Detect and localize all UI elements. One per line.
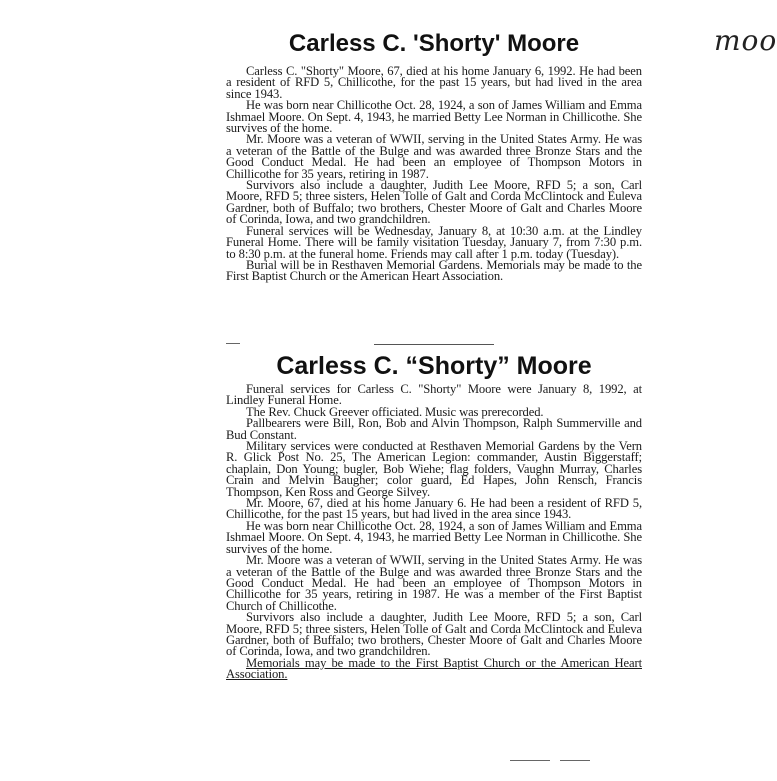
paragraph-military: Mr. Moore was a veteran of WWII, serving in the United States Army. He was a veteran of the Battle of the Bulge and was awarded three Bronze Stars and the Good Conduct Medal. He had been an employee of Thompson Motors in Chillicothe for 35 years, retiring in 1987. He was a member of the First Baptist Church of Chillicothe. xyxy=(226,553,642,613)
clipping-divider xyxy=(374,344,494,345)
scan-mark xyxy=(226,343,240,344)
obituary-headline: Carless C. “Shorty” Moore xyxy=(276,352,592,380)
paragraph-memorials: Memorials may be made to the First Baptist Church or the American Heart Association. xyxy=(226,655,642,682)
obituary-clipping-1 xyxy=(226,30,642,283)
paragraph-military-services: Military services were conducted at Resthaven Memorial Gardens by the Vern R. Glick Post No. 25, The American Legion: commander, Austin Biggerstaff; chaplain, Don Young; bugler, Bob Wiehe; flag folders, Vaughn Murray, Charles Crain and Melvin Baugher; color guard, Ed Hapes, John Rensch, Francis Thompson, Ken Ross and George Silvey. xyxy=(226,439,642,499)
paragraph-death: Mr. Moore, 67, died at his home January 6. He had been a resident of RFD 5, Chillicothe, for the past 15 years, but had lived in the area since 1943. xyxy=(226,496,642,522)
paragraph-military: Mr. Moore was a veteran of WWII, serving in the United States Army. He was a veteran of the Battle of the Bulge and was awarded three Bronze Stars and the Good Conduct Medal. He had been an employee of Thompson Motors in Chillicothe for 35 years, retiring in 1987. xyxy=(226,132,642,181)
handwritten-note: moo xyxy=(714,24,777,57)
paragraph-birth: He was born near Chillicothe Oct. 28, 1924, a son of James William and Emma Ishmael Moore. On Sept. 4, 1943, he married Betty Lee Norman in Chillicothe. She survives of the home. xyxy=(226,98,642,136)
obituary-headline: Carless C. 'Shorty' Moore xyxy=(288,30,580,57)
paragraph-pallbearers: Pallbearers were Bill, Ron, Bob and Alvin Thompson, Ralph Summerville and Bud Constant. xyxy=(226,416,642,442)
paragraph-death: Carless C. "Shorty" Moore, 67, died at his home January 6, 1992. He had been a resident of RFD 5, Chillicothe, for the past 15 years, but had lived in the area since 1943. xyxy=(226,64,642,101)
paragraph-funeral-services: Funeral services for Carless C. "Shorty" Moore were January 8, 1992, at Lindley Funeral Home. xyxy=(226,382,642,408)
paragraph-funeral: Funeral services will be Wednesday, January 8, at 10:30 a.m. at the Lindley Funeral Home. There will be family visitation Tuesday, January 7, from 7:30 p.m. to 8:30 p.m. at the funeral home. Friends may call after 1 p.m. today (Tuesday). xyxy=(226,223,642,261)
scan-mark xyxy=(560,760,590,761)
paragraph-survivors: Survivors also include a daughter, Judith Lee Moore, RFD 5; a son, Carl Moore, RFD 5; three sisters, Helen Tolle of Galt and Corda McClintock and Euleva Gardner, both of Buffalo; two brothers, Chester Moore of Galt and Charles Moore of Corinda, Iowa, and two grandchildren. xyxy=(226,178,642,227)
paragraph-officiant: The Rev. Chuck Greever officiated. Music was prerecorded. xyxy=(246,404,544,419)
obituary-clipping-2 xyxy=(226,352,642,681)
scan-mark xyxy=(510,760,550,761)
paragraph-survivors: Survivors also include a daughter, Judith Lee Moore, RFD 5; a son, Carl Moore, RFD 5; three sisters, Helen Tolle of Galt and Corda McClintock and Euleva Gardner, both of Buffalo; two brothers, Chester Moore of Galt and Charles Moore of Corinda, Iowa, and two grandchildren. xyxy=(226,610,642,659)
paragraph-birth: He was born near Chillicothe Oct. 28, 1924, a son of James William and Emma Ishmael Moore. On Sept. 4, 1943, he married Betty Lee Norman in Chillicothe. She survives of the home. xyxy=(226,518,642,556)
paragraph-burial: Burial will be in Resthaven Memorial Gardens. Memorials may be made to the First Baptist Church or the American Heart Association. xyxy=(226,257,642,284)
